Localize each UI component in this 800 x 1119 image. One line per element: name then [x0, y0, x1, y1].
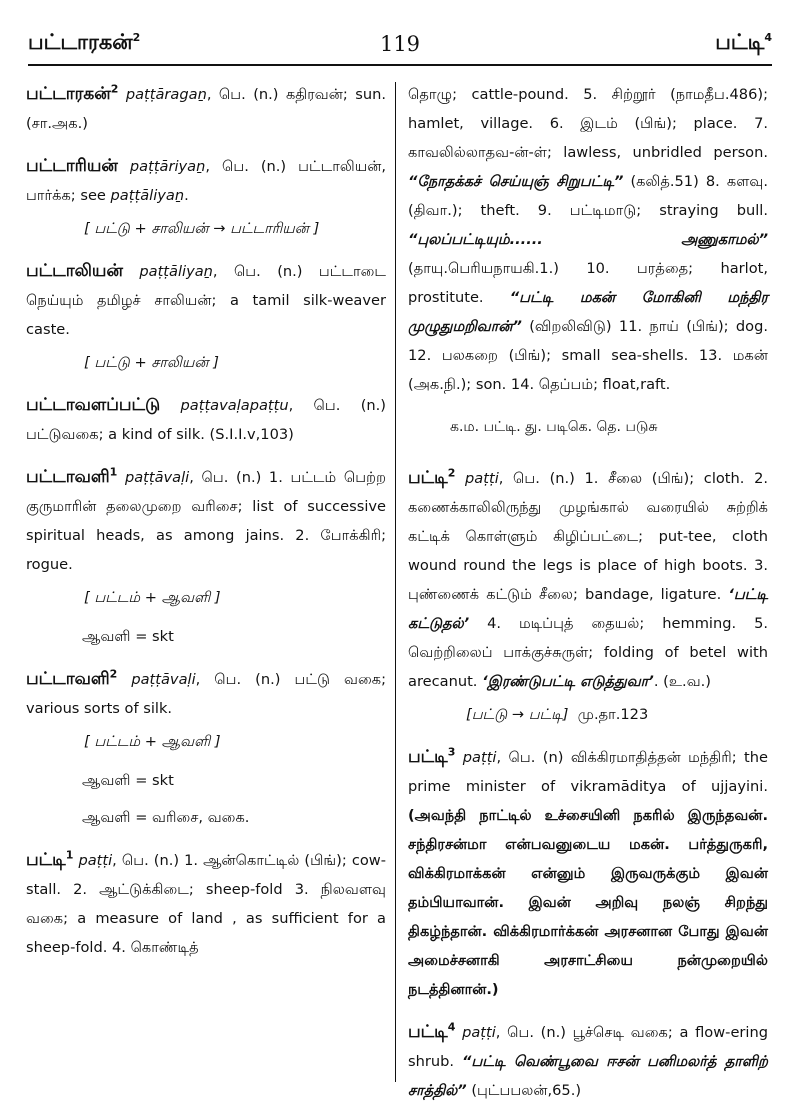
entry-pattariyan: பட்டாரியன் paṭṭāriyaṉ, பெ. (n.) பட்டாலியன், பார்க்க; see paṭṭāliyaṉ. [ பட்டு + சாலியன் → பட்டாரியன் ] — [26, 152, 386, 243]
left-column — [26, 80, 386, 976]
etymology: [ பட்டம் + ஆவளி ] — [84, 589, 221, 606]
headword: பட்டாரகன்$^2$ — [26, 82, 119, 104]
headword: பட்டாவளி$^2$ — [26, 667, 118, 689]
cognates: க.ம. பட்டி. து. படிகெ. தெ. படுசு — [450, 419, 658, 435]
headword: பட்டாரியன் — [26, 156, 118, 176]
quotation: “புலப்பட்டியும்...... அணுகாமல்” — [408, 231, 768, 248]
transliteration: paṭṭavaḷapaṭṭu — [180, 397, 289, 414]
quotation: “நோதக்கச் செய்யுஞ் சிறுபட்டி” — [408, 173, 624, 190]
headword: பட்டி$^2$ — [408, 466, 456, 488]
entry-pattaragan-2 — [26, 80, 386, 138]
entry-pattavali-2 — [26, 665, 386, 832]
definition: , பெ. (n.) பட்டுவகை; a kind of silk. (S.I.I.v,103) — [26, 397, 386, 443]
entry-patti-1-continued: தொழு; cattle-pound. 5. சிற்றூர் (நாமதீப.486); hamlet, village. 6. இடம் (பிங்); place. 7. காவலில்லாதவ-ன்-ள்; lawless, unbridled person. “நோதக்கச் செய்யுஞ் சிறுபட்டி” (கலித்.51) 8. களவு.(திவா.); theft. 9. பட்டிமாடு; straying bull. “புலப்பட்டியும்...... அணுகாமல்” (தாயு.பெரியநாயகி.1.) 10. பரத்தை; harlot, prostitute. “பட்டி மகன் மோகினி மந்திர முழுதுமறிவான்” (விறலிவிடு) 11. நாய் (பிங்); dog. 12. பலகறை (பிங்); small sea-shells. 13. மகன் (அக.நி.); son. 14. தெப்பம்; float,raft. — [408, 86, 769, 393]
header-right-word: பட்டி$^4$ — [715, 30, 772, 54]
quotation: ‘பட்டி கட்டுதல்’ — [408, 586, 768, 632]
transliteration: paṭṭi — [462, 749, 497, 766]
equivalence: ஆவளி = வரிசை, வகை. — [82, 809, 250, 826]
transliteration: paṭṭi — [465, 470, 499, 487]
see-reference: paṭṭāliyaṉ — [110, 187, 185, 204]
page-number: 119 — [379, 32, 421, 56]
header-left-word: பட்டாரகன்$^2$ — [28, 30, 141, 54]
etymology: [பட்டு → பட்டி] மு.தா.123 — [466, 706, 649, 723]
header-rule — [28, 64, 772, 66]
equivalence: ஆவளி = skt — [82, 628, 174, 645]
entry-patti-1 — [26, 846, 386, 962]
right-column — [408, 80, 768, 1119]
equivalence: ஆவளி = skt — [82, 772, 174, 789]
transliteration: paṭṭi — [462, 1024, 496, 1041]
entry-pattavali-1 — [26, 463, 386, 651]
entry-patti-2: பட்டி$^2$ paṭṭi, பெ. (n.) 1. சீலை (பிங்); cloth. 2. கணைக்காலிலிருந்து முழங்கால் வரையில் சுற்றிக் கட்டிக் கொள்ளும் கிழிப்பட்டை; put-tee, cloth wound round the legs is place of high boots. 3. புண்ணைக் கட்டும் சீலை; bandage, ligature. ‘பட்டி கட்டுதல்’ 4. மடிப்புத் தையல்; hemming. 5. வெற்றிலைப் பாக்குச்சுருள்; folding of betel with arecanut. ‘இரண்டுபட்டி எடுத்துவா’. (உ.வ.) [பட்டு → பட்டி] மு.தா.123 — [408, 464, 768, 729]
entry-pattavalapattu — [26, 391, 386, 449]
headword: பட்டாவளி$^1$ — [26, 465, 118, 487]
transliteration: paṭṭāvaḷi — [131, 671, 196, 688]
transliteration: paṭṭāriyaṉ — [129, 158, 206, 175]
headword: பட்டி$^1$ — [26, 848, 74, 870]
definition: , பெ. (n.) கதிரவன்; sun. (சா.அக.) — [26, 86, 387, 132]
transliteration: paṭṭāvaḷi — [124, 469, 190, 486]
headword: பட்டாலியன் — [26, 261, 123, 281]
headword: பட்டி$^3$ — [408, 745, 456, 767]
quotation: ‘இரண்டுபட்டி எடுத்துவா’ — [482, 673, 654, 690]
definition: , பெ. (n.) 1. ஆன்கொட்டில் (பிங்); cow- stall. 2. ஆட்டுக்கிடை; sheep-fold 3. நிலவளவு வகை; a measure of land , as sufficient for a sheep-fold. 4. கொண்டித் — [26, 852, 386, 956]
quotation: “பட்டி மகன் மோகினி மந்திர முழுதுமறிவான்” — [408, 289, 769, 335]
definition: , பெ. (n.) பூச்செடி வகை; a flow-ering shrub. — [408, 1024, 768, 1070]
biography: (அவந்தி நாட்டில் உச்சையினி நகரில் இருந்தவன். சந்திரசன்மா என்பவனுடைய மகன். பர்த்துருகரி, விக்கிரமாக்கன் என்னும் இருவருக்கும் இவன் தம்பியாவான். இவன் அறிவு நலஞ் சிறந்து திகழ்ந்தான். விக்கிரமார்க்கன் அரசனான போது இவன் அமைச்சனாகி அரசாட்சியை நன்முறையில் நடத்தினான்.) — [408, 807, 768, 998]
page-header — [28, 30, 772, 64]
transliteration: paṭṭāliyaṉ — [139, 263, 213, 280]
quotation: “பட்டி வெண்பூவை ஈசன் பனிமலர்த் தாளிற் சாத்தில்” — [408, 1053, 768, 1099]
headword: பட்டாவளப்பட்டு — [26, 395, 161, 415]
definition: , பெ. (n.) பட்டு வகை; various sorts of silk. — [26, 671, 387, 717]
definition: , பெ. (n.) பட்டாலியன், பார்க்க; see — [26, 158, 387, 204]
etymology: [ பட்டு + சாலியன் → பட்டாரியன் ] — [84, 220, 320, 237]
definition: , பெ. (n.) பட்டாடை நெய்யும் தமிழச் சாலியன்; a tamil silk-weaver caste. — [26, 263, 386, 338]
etymology: [ பட்டம் + ஆவளி ] — [84, 733, 221, 750]
transliteration: paṭṭāragaṉ — [125, 86, 207, 103]
entry-patti-3 — [408, 743, 768, 1004]
entry-pattaliyan — [26, 257, 386, 377]
entry-patti-4: பட்டி$^4$ paṭṭi, பெ. (n.) பூச்செடி வகை; a flow-ering shrub. “பட்டி வெண்பூவை ஈசன் பனிமலர்த் தாளிற் சாத்தில்” (புட்பபலன்,65.) — [408, 1020, 768, 1099]
etymology: [ பட்டு + சாலியன் ] — [84, 354, 219, 371]
transliteration: paṭṭi — [78, 852, 113, 869]
definition: , பெ. (n.) 1. பட்டம் பெற்ற குருமாரின் தலைமுறை வரிசை; list of successive spiritual heads, as among jains. 2. போக்கிரி; rogue. — [26, 469, 387, 573]
definition: , பெ. (n.) 1. சீலை (பிங்); cloth. 2. கணைக்காலிலிருந்து முழங்கால் வரையில் சுற்றிக் கட்டிக் கொள்ளும் கிழிப்பட்டை; put-tee, cloth wound round the legs is place of high boots. 3. புண்ணைக் கட்டும் சீலை; bandage, ligature. — [408, 470, 769, 603]
headword: பட்டி$^4$ — [408, 1020, 456, 1042]
definition: , பெ. (n) விக்கிரமாதித்தன் மந்திரி; the prime minister of vikramāditya of ujjayini. — [408, 749, 769, 795]
column-divider — [395, 82, 396, 1082]
